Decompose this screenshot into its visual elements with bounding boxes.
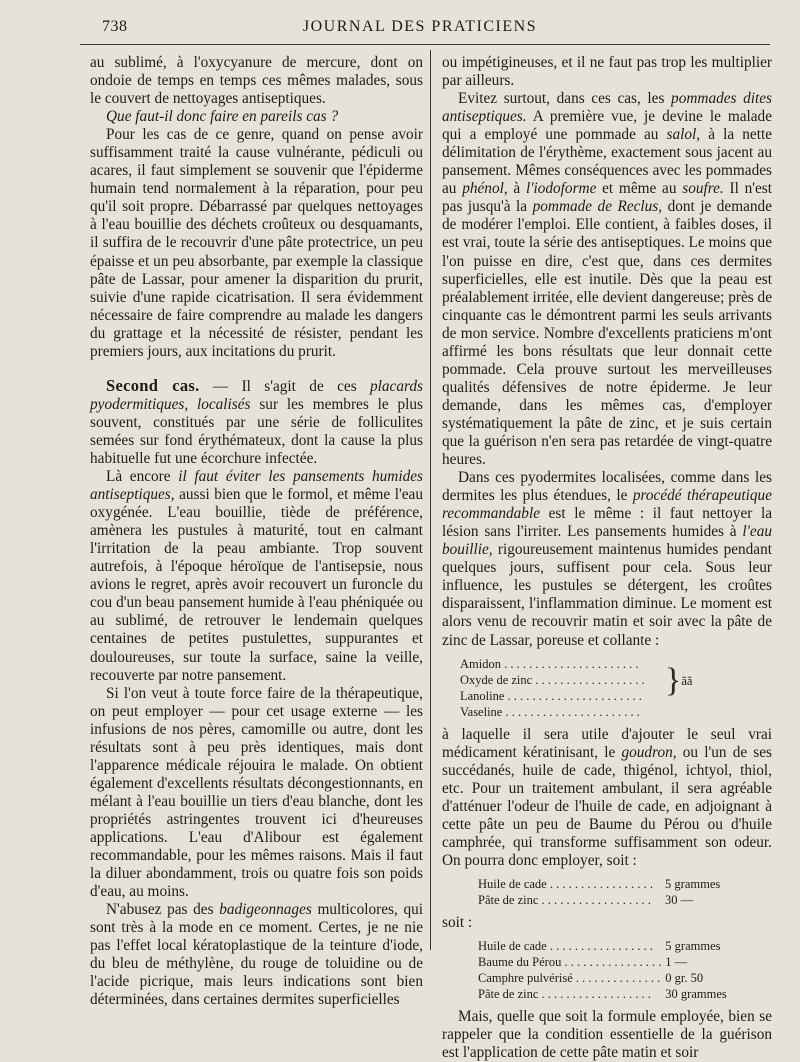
text-run: à laquelle il sera utile d'ajouter le seul vrai médicament kératinisant, le [442, 725, 772, 761]
formula-item: Baume du Pérou . . . . . . . . . . . . . . . . [478, 954, 662, 969]
formula-quantity: 30 grammes [665, 986, 727, 1001]
italic-run: pommades dites antiseptiques. [442, 90, 772, 126]
left-column [90, 54, 423, 1009]
italic-run: l'eau bouillie, [442, 523, 772, 559]
formula-item: Huile de cade . . . . . . . . . . . . . . . . . [478, 938, 653, 953]
paragraph: Mais, quelle que soit la formule employée, bien se rappeler que la condition essentielle de la guérison est l'application de cette pâte matin et soir [442, 1007, 772, 1062]
formula-item: Huile de cade . . . . . . . . . . . . . . . . . [478, 876, 653, 891]
formula-camphor-paste [442, 938, 772, 1002]
italic-run: procédé thérapeutique recommandable [442, 487, 772, 523]
italic-run: salol, [666, 126, 701, 144]
brace: } [665, 661, 682, 699]
paragraph [90, 468, 423, 685]
formula-item: Lanoline . . . . . . . . . . . . . . . . . . . . . . [460, 688, 642, 703]
formula-item: Pâte de zinc . . . . . . . . . . . . . . . . . . [478, 986, 651, 1001]
paragraph: au sublimé, à l'oxycyanure de mercure, dont on ondoie de temps en temps ces mêmes malades, sous le couvert de nettoyages antiseptiques. [90, 54, 423, 108]
paragraph [442, 726, 772, 870]
text-run: et même au [596, 180, 683, 198]
paragraph: Si l'on veut à toute force faire de la thérapeutique, on peut employer — pour cet usage externe — les infusions de nos pères, camomille ou autre, dont les résultats sont à peu près identiques, mais dont l'apparence médicale réjouira le malade. On obtient également d'excellents résultats décongestionnants, en mélant à l'eau bouillie un tiers d'eau blanche, dont les propriétés astringentes trouvent ici d'heureuses applications. L'eau d'Alibour est également recommandable, pour les mêmes raisons. Mais il faut la diluer abondamment, trois ou quatre fois son poids d'eau, au moins. [90, 684, 423, 901]
formula-item: Oxyde de zinc . . . . . . . . . . . . . . . . . . [460, 672, 645, 687]
formula-item: Amidon . . . . . . . . . . . . . . . . . . . . . . [460, 656, 639, 671]
text-run: à la nette délimitation de l'érythème, exactement sous jacent au pansement. Mêmes conséquences avec les pommades au [442, 126, 772, 198]
italic-run: badigeonnages [219, 901, 312, 919]
text-run: Il n'est pas jusqu'à la [442, 180, 772, 216]
paragraph [442, 469, 772, 649]
text-run: dont je demande de modérer l'emploi. Elle contient, à faibles doses, il est vrai, toute la série des antiseptiques. Le moins que l'on puisse en dire, c'est que, dans ces dermites superficielles, elle est inutile. Dès que la peau est préalablement irritée, elle devient dangereuse; près de cinquante cas le démontrent parmi les seuls arrivants de mon service. Nombre d'excellents praticiens m'ont affirmé les bons résultats que leur donnait cette pommade. Cela prouve surtout les merveilleuses qualités défensives de notre épiderme. Je leur demande, dans les mêmes cas, d'employer systématiquement la pâte de zinc, et je suis certain que la guérison n'en sera pas retardée de vingt-quatre heures. [442, 198, 772, 469]
paragraph: ou impétigineuses, et il ne faut pas trop les multiplier par ailleurs. [442, 54, 772, 90]
text-run: Dans ces pyodermites localisées, comme dans les dermites les plus étendues, le [442, 469, 772, 505]
italic-run: il faut éviter les pansements humides antiseptiques, [90, 468, 423, 504]
text-run: Là encore [106, 468, 179, 486]
italic-run: l'iodoforme [525, 180, 597, 198]
section-paragraph [90, 377, 423, 468]
text-run: sur les membres le plus souvent, constitués par une série de folliculites semées sur fond érythémateux, dont la cause la plus habituelle fut une écorchure infectée. [90, 395, 423, 467]
equal-parts-mark: ãã [681, 673, 693, 688]
italic-run: phénol, [462, 180, 508, 198]
formula-quantity: 1 — [665, 954, 688, 969]
running-title: JOURNAL DES PRATICIENS [302, 18, 538, 35]
formula-item: Camphre pulvérisé . . . . . . . . . . . . . . [478, 970, 661, 985]
paragraph [90, 901, 423, 1009]
text-run: à [507, 180, 526, 198]
question-line [90, 108, 423, 126]
italic-run: pommade de Reclus, [532, 198, 663, 216]
formula-item: Pâte de zinc . . . . . . . . . . . . . . . . . . [478, 892, 651, 907]
formula-lassar-paste [442, 656, 772, 720]
formula-quantity: 0 gr. 50 [665, 970, 704, 985]
formula-quantity: 5 grammes [665, 876, 721, 891]
formula-item: Vaseline . . . . . . . . . . . . . . . . . . . . . . [460, 704, 640, 719]
italic-run: placards pyodermitiques, localisés [90, 377, 423, 413]
formula-quantity: 5 grammes [665, 938, 721, 953]
formula-quantity: 30 — [665, 892, 694, 907]
text-run: N'abusez pas des [106, 901, 220, 919]
question-text: Que faut-il donc faire en pareils cas ? [106, 108, 339, 126]
page-number: 738 [102, 18, 128, 35]
right-column [442, 54, 772, 1062]
text-run: — Il s'agit de ces [199, 377, 371, 395]
text-run: multicolores, qui sont très à la mode en ce moment. Certes, je ne nie pas l'effet local kératoplastique de la teinture d'iode, du bleu de méthylène, du rouge de toluidine ou de l'acide picrique, mais leurs indications sont bien déterminées, dans certaines dermites superficielles [90, 901, 423, 1009]
text-run: est le même : il faut nettoyer la lésion sans l'irriter. Les pansements humides à [442, 505, 772, 541]
text-run: ou l'un de ses succédanés, huile de cade, thigénol, ichtyol, thiol, etc. Pour un traitement ambulant, il sera agréable d'atténuer l'odeur de l'huile de cade, en adjoignant à cette pâte un peu de Baume du Pérou ou d'huile camphrée, qui transforme suffisamment son odeur. On pourra donc employer, soit : [442, 743, 772, 869]
section-title: Second cas. [106, 375, 200, 395]
formula-cade-paste [442, 876, 772, 908]
italic-run: soufre. [682, 180, 724, 198]
page-header [0, 0, 800, 40]
text-run: aussi bien que le formol, et même l'eau oxygénée. L'eau bouillie, tiède de préférence, amènera les pustules à maturité, tout en calmant l'irritation de la peau ambiante. Trop souvent autrefois, à l'époque héroïque de l'antisepsie, nous avions le regret, après avoir recouvert un furoncle du cou d'un beau pansement humide à l'eau phéniquée ou au sublimé, de retrouver le lendemain quelques centaines de petites pustulettes, suppurantes et douloureuses, sur toute la surface, saine la veille, recouverte par notre pansement. [90, 486, 423, 684]
text-run: Evitez surtout, dans ces cas, les [458, 90, 672, 108]
paragraph: Pour les cas de ce genre, quand on pense avoir suffisamment traité la cause vulnérante, pédiculi ou acares, il faut simplement se souvenir que l'épiderme humain tend normalement à la réparation, pour peu qu'il soit propre. Débarrassé par quelques nettoyages à l'eau bouillie des déchets croûteux ou desquamants, il suffira de le recouvrir d'une pâte protectrice, un peu épaisse et un peu absorbante, par exemple la classique pâte de Lassar, pour amener la disparition du prurit, suivie d'une rapide cicatrisation. Il sera évidemment nécessaire de faire comprendre au malade les dangers du grattage et la nécessité de résister, pendant les premiers jours, aux incitations du prurit. [90, 126, 423, 360]
soit-label: soit : [442, 913, 473, 931]
header-rule [80, 44, 770, 45]
text-run: rigoureusement maintenus humides pendant quelques jours, suffisent pour cela. Sous leur influence, les pustules se détergent, les croûtes disparaissent, l'inflammation diminue. Le moment est alors venu de recouvrir matin et soir avec la pâte de zinc de Lassar, poreuse et collante : [442, 541, 772, 649]
text-run: A première vue, je devine le malade qui a employé une pommade au [442, 108, 772, 144]
column-divider [430, 50, 431, 950]
paragraph [442, 90, 772, 469]
italic-run: goudron, [621, 743, 677, 761]
